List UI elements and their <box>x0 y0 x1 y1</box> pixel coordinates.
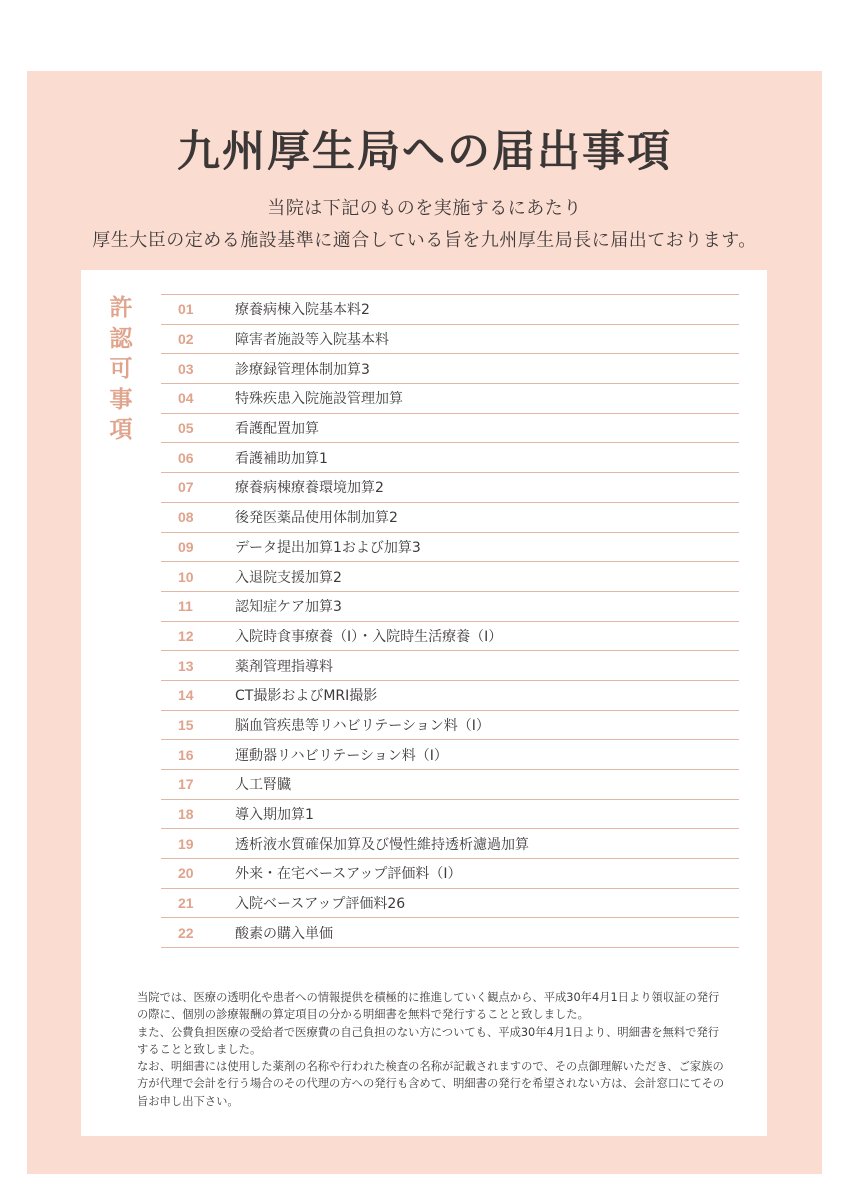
subtitle-line-2: 厚生大臣の定める施設基準に適合している旨を九州厚生局長に届出ております。 <box>92 230 757 251</box>
list-item <box>161 651 739 681</box>
approved-items-list <box>161 294 739 948</box>
list-item <box>161 740 739 770</box>
item-label: 入院時食事療養（Ⅰ）・入院時生活療養（Ⅰ） <box>235 628 503 645</box>
item-label: 療養病棟療養環境加算2 <box>235 480 384 497</box>
page-title: 九州厚生局への届出事項 <box>177 127 672 177</box>
section-label-char: 許 <box>109 295 133 321</box>
list-item <box>161 503 739 533</box>
item-number: 08 <box>178 509 194 526</box>
item-label: 薬剤管理指導料 <box>235 658 333 675</box>
section-label <box>106 293 136 446</box>
list-item <box>161 354 739 384</box>
item-label: 障害者施設等入院基本料 <box>235 332 389 349</box>
item-label: 療養病棟入院基本料2 <box>235 302 370 319</box>
list-item <box>161 325 739 355</box>
section-label-char: 認 <box>109 325 133 352</box>
item-label: 人工腎臓 <box>235 777 291 794</box>
list-item <box>161 622 739 652</box>
item-number: 17 <box>178 776 194 793</box>
list-item <box>161 859 739 889</box>
item-number: 10 <box>178 568 194 585</box>
list-item <box>161 770 739 800</box>
section-label-char: 項 <box>109 417 133 443</box>
item-label: 入院ベースアップ評価料26 <box>235 896 406 913</box>
list-item <box>161 918 739 948</box>
item-number: 04 <box>178 390 194 407</box>
item-number: 21 <box>178 895 194 912</box>
item-label: 外来・在宅ベースアップ評価料（Ⅰ） <box>235 866 462 883</box>
item-number: 11 <box>178 598 193 615</box>
note-paragraph: 当院では、医療の透明化や患者への情報提供を積極的に推進していく観点から、平成30年4月1日より領収証の発行の際に、個別の診療報酬の算定項目の分かる明細書を無料で発行することと致しました。 <box>137 991 720 1022</box>
item-label: CT撮影およびMRI撮影 <box>235 688 378 705</box>
list-item <box>161 681 739 711</box>
list-item <box>161 384 739 414</box>
list-item <box>161 711 739 741</box>
list-item <box>161 414 739 444</box>
item-label: データ提出加算1および加算3 <box>235 539 421 556</box>
list-item <box>161 533 739 563</box>
item-label: 入退院支援加算2 <box>235 569 342 586</box>
list-item <box>161 295 739 325</box>
item-label: 運動器リハビリテーション料（Ⅰ） <box>235 747 448 764</box>
notes-section <box>137 989 727 1110</box>
note-paragraph: また、公費負担医療の受給者で医療費の自己負担のない方についても、平成30年4月1日より、明細書を無料で発行することと致しました。 <box>137 1025 720 1056</box>
item-label: 透析液水質確保加算及び慢性維持透析濾過加算 <box>235 836 529 853</box>
item-number: 18 <box>178 806 194 823</box>
item-number: 20 <box>178 865 194 882</box>
list-item <box>161 473 739 503</box>
list-item <box>161 800 739 830</box>
list-item <box>161 889 739 919</box>
section-label-char: 可 <box>109 356 133 382</box>
item-number: 19 <box>178 835 194 852</box>
list-item <box>161 443 739 473</box>
item-label: 看護配置加算 <box>235 421 319 438</box>
item-number: 07 <box>178 479 194 496</box>
item-label: 看護補助加算1 <box>235 450 328 467</box>
subtitle-line-1: 当院は下記のものを実施するにあたり <box>267 198 582 219</box>
item-number: 01 <box>178 301 194 318</box>
item-number: 03 <box>178 360 194 377</box>
item-number: 12 <box>178 627 194 644</box>
item-label: 診療録管理体制加算3 <box>235 361 370 378</box>
list-item <box>161 592 739 622</box>
item-number: 15 <box>178 716 194 733</box>
item-label: 特殊疾患入院施設管理加算 <box>235 391 403 408</box>
item-number: 13 <box>178 657 194 674</box>
item-label: 後発医薬品使用体制加算2 <box>235 510 398 527</box>
item-number: 14 <box>178 687 194 704</box>
section-label-char: 事 <box>109 386 133 413</box>
note-paragraph: なお、明細書には使用した薬剤の名称や行われた検査の名称が記載されますので、その点御理解いただき、ご家族の方が代理で会計を行う場合のその代理の方への発行も含めて、明細書の発行を希望されない方は、会計窓口にてその旨お申し出下さい。 <box>137 1060 725 1108</box>
list-item <box>161 562 739 592</box>
item-label: 導入期加算1 <box>235 807 314 824</box>
item-label: 脳血管疾患等リハビリテーション料（Ⅰ） <box>235 717 490 734</box>
item-label: 酸素の購入単価 <box>235 925 333 942</box>
item-number: 16 <box>178 746 194 763</box>
item-number: 02 <box>178 331 194 348</box>
item-number: 06 <box>178 449 194 466</box>
item-number: 05 <box>178 420 194 437</box>
item-label: 認知症ケア加算3 <box>235 599 342 616</box>
item-number: 09 <box>178 538 194 555</box>
list-item <box>161 829 739 859</box>
item-number: 22 <box>178 924 194 941</box>
